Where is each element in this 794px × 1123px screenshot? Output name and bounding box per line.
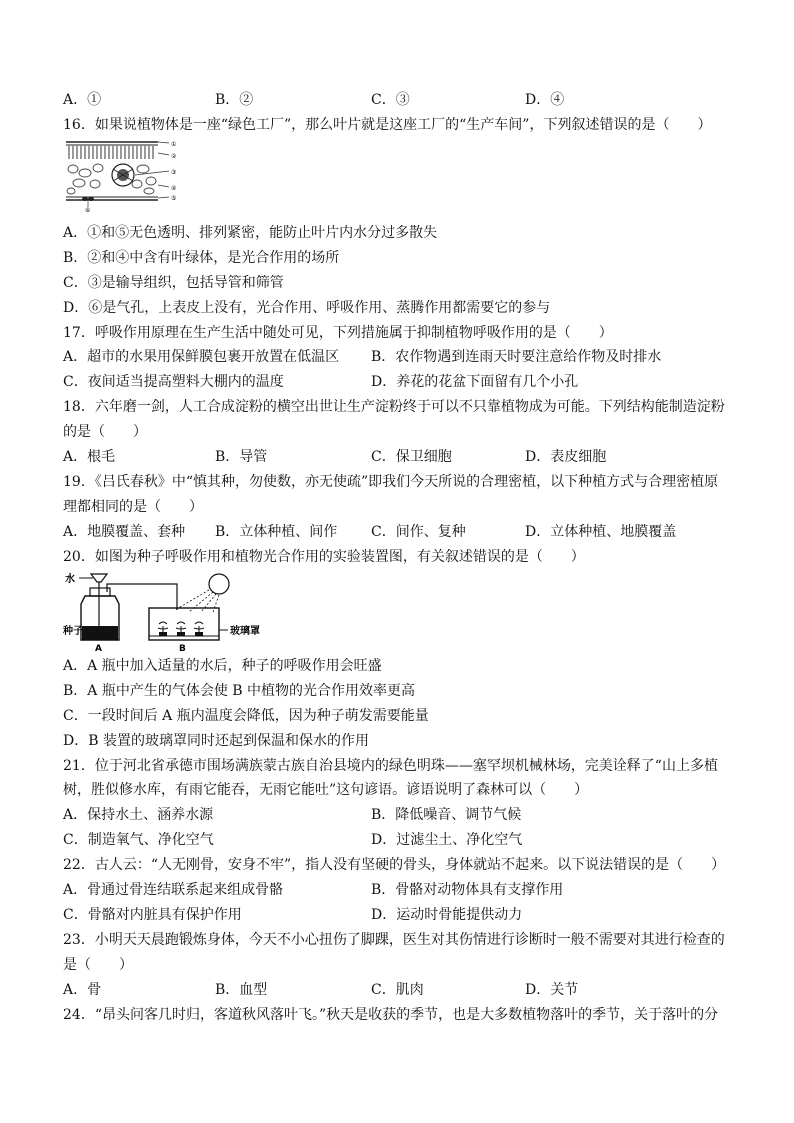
q17-stem: 17．呼吸作用原理在生产生活中随处可见，下列措施属于抑制植物呼吸作用的是（ ） [63,325,613,341]
bottle-a-label: A [95,644,102,652]
q23-option-a: A．骨 [63,982,102,998]
q16-option-d: D．⑥是气孔，上表皮上没有，光合作用、呼吸作用、蒸腾作用都需要它的参与 [63,300,551,316]
q22-option-d: D．运动时骨能提供动力 [371,907,523,923]
q17-option-c: C．夜间适当提高塑料大棚内的温度 [63,374,284,390]
leaf-label-1: ① [171,141,177,148]
leaf-label-4: ④ [171,185,177,192]
q18-option-c: C．保卫细胞 [371,449,452,465]
q18-option-d: D．表皮细胞 [525,449,607,465]
q22-option-a: A．骨通过骨连结联系起来组成骨骼 [63,882,284,898]
q21-option-b: B．降低噪音、调节气候 [371,807,522,823]
q19-stem-line1: 19．《吕氏春秋》中“慎其种，勿使数，亦无使疏”即我们今天所说的合理密植，以下种植方式与合理密植原 [63,474,719,490]
leaf-cross-section-figure [63,139,181,213]
q15-option-b: B．② [215,92,254,108]
water-label: 水 [65,574,75,585]
q23-option-d: D．关节 [525,982,579,998]
q22-stem: 22．古人云：“人无刚骨，安身不牢”，指人没有坚硬的骨头，身体就站不起来。以下说法错误的是（ ） [63,857,726,873]
glass-cover-label: 玻璃罩 [230,626,260,637]
seed-photosynthesis-apparatus-figure [63,570,278,652]
q18-option-a: A．根毛 [63,449,116,465]
q17-option-b: B．农作物遇到连雨天时要注意给作物及时排水 [371,349,662,365]
q22-option-c: C．骨骼对内脏具有保护作用 [63,907,242,923]
leaf-label-3: ③ [171,169,177,176]
q20-stem: 20．如图为种子呼吸作用和植物光合作用的实验装置图，有关叙述错误的是（ ） [63,549,585,565]
q20-option-b: B．A 瓶中产生的气体会使 B 中植物的光合作用效率更高 [63,683,416,699]
q21-stem-line2: 树，胜似修水库，有雨它能吞，无雨它能吐”这句谚语。谚语说明了森林可以（ ） [63,782,589,798]
q22-option-b: B．骨骼对动物体具有支撑作用 [371,882,564,898]
q17-option-a: A．超市的水果用保鲜膜包裹开放置在低温区 [63,349,340,365]
q21-option-c: C．制造氧气、净化空气 [63,832,214,848]
q23-option-b: B．血型 [215,982,268,998]
q16-option-b: B．②和④中含有叶绿体，是光合作用的场所 [63,250,340,266]
q19-option-d: D．立体种植、地膜覆盖 [525,524,677,540]
seed-label: 种子 [63,626,83,637]
q24-stem-line1: 24．“昂头问客几时归，客道秋风落叶飞。”秋天是收获的季节，也是大多数植物落叶的季节，关于落叶的分 [63,1007,719,1023]
q23-stem-line1: 23．小明天天晨跑锻炼身体，今天不小心扭伤了脚踝，医生对其伤情进行诊断时一般不需要对其进行检查的 [63,932,725,948]
q19-option-c: C．间作、复种 [371,524,466,540]
q20-option-d: D．B 装置的玻璃罩同时还起到保温和保水的作用 [63,733,369,749]
q16-stem: 16．如果说植物体是一座“绿色工厂”，那么叶片就是这座工厂的“生产车间”，下列叙述错误的是（ ） [63,117,712,133]
q21-option-a: A．保持水土、涵养水源 [63,807,214,823]
q18-option-b: B．导管 [215,449,268,465]
q15-option-a: A．① [63,92,102,108]
q15-option-d: D．④ [525,92,565,108]
q20-option-c: C．一段时间后 A 瓶内温度会降低，因为种子萌发需要能量 [63,708,429,724]
q18-stem-line2: 的是（ ） [63,424,147,440]
q16-option-c: C．③是输导组织，包括导管和筛管 [63,275,284,291]
q16-option-a: A．①和⑤无色透明、排列紧密，能防止叶片内水分过多散失 [63,225,438,241]
q21-stem-line1: 21．位于河北省承德市围场满族蒙古族自治县境内的绿色明珠——塞罕坝机械林场，完美诠释了“山上多植 [63,758,718,774]
apparatus-b-label: B [179,644,186,652]
leaf-label-5: ⑤ [171,195,177,202]
q19-option-a: A．地膜覆盖、套种 [63,524,186,540]
q17-option-d: D．养花的花盆下面留有几个小孔 [371,374,579,390]
leaf-label-6: ⑥ [85,207,91,213]
q15-option-c: C．③ [371,92,410,108]
q19-option-b: B．立体种植、间作 [215,524,338,540]
q19-stem-line2: 理都相同的是（ ） [63,499,203,515]
q23-stem-line2: 是（ ） [63,957,133,973]
q21-option-d: D．过滤尘土、净化空气 [371,832,523,848]
leaf-label-2: ② [171,153,177,160]
q23-option-c: C．肌肉 [371,982,424,998]
q20-option-a: A．A 瓶中加入适量的水后，种子的呼吸作用会旺盛 [63,658,382,674]
q18-stem-line1: 18．六年磨一剑，人工合成淀粉的横空出世让生产淀粉终于可以不只靠植物成为可能。下列结构能制造淀粉 [63,399,725,415]
